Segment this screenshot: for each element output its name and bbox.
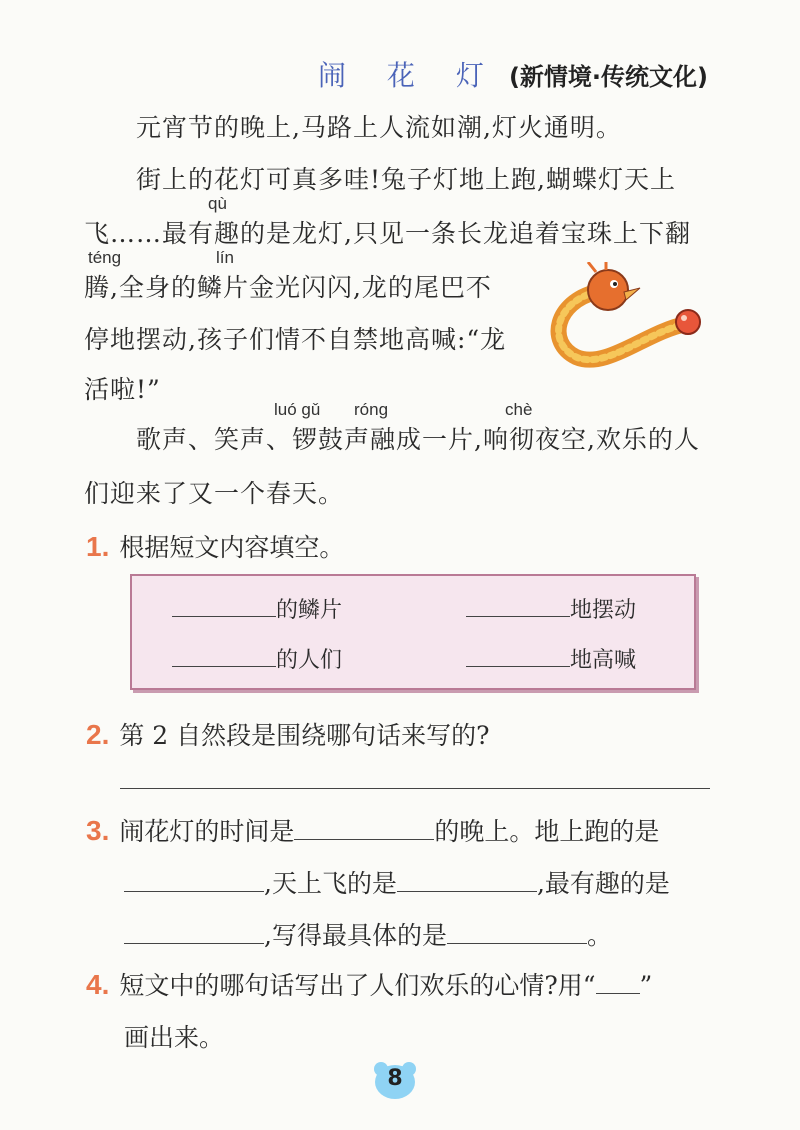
question-number: 3. [86, 815, 110, 846]
fill-item: 地摆动 [466, 592, 636, 624]
passage-line: 停地摆动,孩子们情不自禁地高喊:“龙 [84, 325, 507, 354]
question-4-line-2: 画出来。 [124, 1023, 225, 1052]
question-2 [86, 716, 490, 752]
pinyin-annotation: chè [505, 400, 533, 419]
answer-blank[interactable] [397, 867, 537, 892]
answer-line[interactable] [120, 788, 710, 789]
underline-sample [596, 969, 640, 994]
passage-line: 歌声、笑声、锣鼓声融成一片,响彻夜空,欢乐的人 [136, 425, 700, 454]
pinyin-annotation: róng [354, 400, 389, 419]
answer-blank[interactable] [466, 592, 570, 617]
question-4: 4. 短文中的哪句话写出了人们欢乐的心情?用“ ” [86, 969, 653, 1000]
answer-blank[interactable] [124, 919, 264, 944]
question-text: 根据短文内容填空。 [119, 533, 345, 562]
fill-item: 的人们 [172, 642, 342, 674]
question-text: 第 2 自然段是围绕哪句话来写的? [119, 721, 490, 750]
title-subtitle: (新情境·传统文化) [508, 63, 708, 91]
pinyin-annotation: téng [88, 248, 122, 267]
answer-blank[interactable] [447, 919, 587, 944]
answer-blank[interactable] [124, 867, 264, 892]
pinyin-annotation: lín [216, 248, 234, 267]
page-number: 8 [372, 1060, 418, 1100]
passage-line: 腾,全身的鳞片金光闪闪,龙的尾巴不 [84, 273, 492, 302]
answer-blank[interactable] [172, 642, 276, 667]
title-main: 闹 花 灯 [318, 59, 500, 92]
passage-line: 飞……最有趣的是龙灯,只见一条长龙追着宝珠上下翻 [84, 219, 691, 248]
fill-item: 的鳞片 [172, 592, 342, 624]
pinyin-annotation: luó gǔ [274, 400, 321, 419]
answer-blank[interactable] [466, 642, 570, 667]
pinyin-annotation: qù [208, 194, 227, 213]
question-1 [86, 528, 344, 564]
passage-line: 活啦!” [84, 375, 161, 404]
dragon-icon [536, 262, 706, 372]
page-title [318, 54, 708, 94]
question-3: 3. 闹花灯的时间是 的晚上。地上跑的是 [86, 815, 660, 846]
question-3-line-3: ,写得最具体的是 。 [124, 916, 612, 952]
answer-blank[interactable] [294, 815, 434, 840]
question-number: 1. [86, 531, 110, 562]
question-number: 4. [86, 969, 110, 1000]
passage-line: 们迎来了又一个春天。 [84, 479, 345, 508]
answer-blank[interactable] [172, 592, 276, 617]
fill-item: 地高喊 [466, 642, 636, 674]
question-number: 2. [86, 719, 110, 750]
fill-in-box [130, 574, 696, 690]
passage-line: 街上的花灯可真多哇!兔子灯地上跑,蝴蝶灯天上 [136, 165, 676, 194]
passage-line: 元宵节的晚上,马路上人流如潮,灯火通明。 [136, 113, 622, 142]
question-3-line-2: ,天上飞的是 ,最有趣的是 [124, 864, 670, 900]
